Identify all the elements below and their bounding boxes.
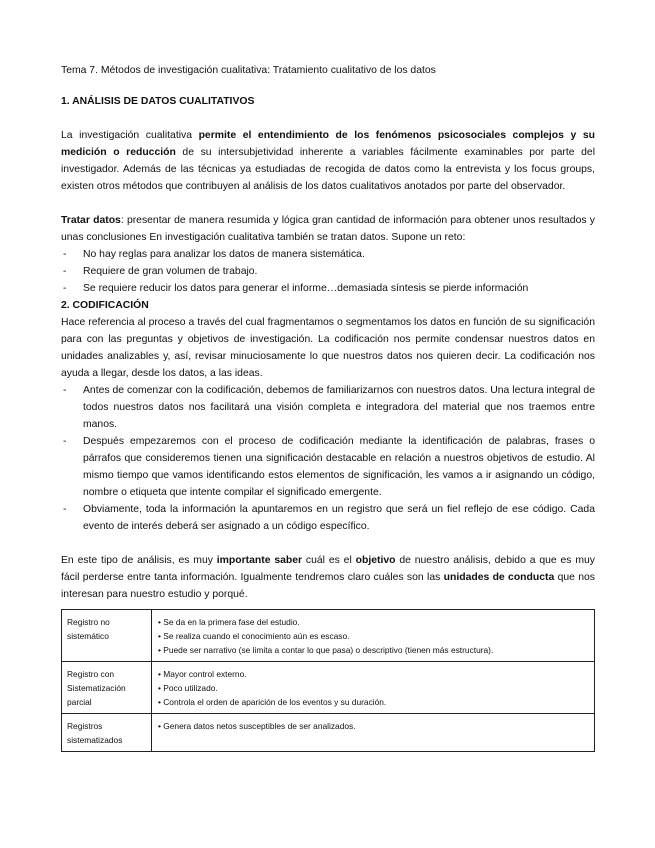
list-item: - Después empezaremos con el proceso de codificación mediante la identificación de palabras, frases o párrafos que consideremos tienen una significación destacable en relación a nuestros objetivos de estudio. Al mismo tiempo que vamos identificando estos elementos de significación, les vamos a ir asignando un código, nombre o etiqueta que intente compilar el significado emergente. [63, 436, 595, 498]
section-2-bullet-list [61, 382, 595, 535]
registro-table [61, 609, 595, 752]
table-cell-label: Registro no sistemático [62, 610, 152, 662]
section-1-bullet-list [61, 246, 595, 297]
document-title: Tema 7. Métodos de investigación cualitativa: Tratamiento cualitativo de los datos [61, 65, 436, 76]
list-item: - Obviamente, toda la información la apuntaremos en un registro que será un fiel reflejo de ese código. Cada evento de interés deberá ser asignado a un código específico. [63, 504, 595, 532]
section-1-paragraph-1: La investigación cualitativa permite el entendimiento de los fenómenos psicosociales complejos y su medición o reducción de su intersubjetividad inherente a variables fácilmente examinables por parte del investigador. Además de las técnicas ya estudiadas de recogida de datos como la entrevista y los focus groups, existen otros métodos que contribuyen al análisis de los datos cualitativos anotados por parte del observador. [61, 130, 596, 192]
table-row [62, 610, 595, 662]
list-item: - No hay reglas para analizar los datos de manera sistemática. [63, 249, 365, 260]
section-2-heading: 2. CODIFICACIÓN [61, 300, 149, 311]
table-cell-label: Registros sistematizados [62, 714, 152, 752]
section-1-heading: 1. ANÁLISIS DE DATOS CUALITATIVOS [61, 96, 255, 107]
document-page [61, 62, 595, 752]
table-row [62, 662, 595, 714]
table-cell-items: • Genera datos netos susceptibles de ser analizados. [152, 714, 595, 752]
list-item: - Antes de comenzar con la codificación, debemos de familiarizarnos con nuestros datos. Una lectura integral de todos nuestros datos nos facilitará una visión completa e integradora del material que nos traemos entre manos. [63, 385, 595, 430]
table-cell-label: Registro con Sistematización parcial [62, 662, 152, 714]
section-2-paragraph-1: Hace referencia al proceso a través del cual fragmentamos o segmentamos los datos en función de su significación para con las preguntas y objetivos de investigación. La codificación nos permite condensar nuestros datos en unidades analizables y, así, revisar minuciosamente lo que nuestros datos nos quieren decir. La codificación nos ayuda a llegar, desde los datos, a las ideas. [61, 317, 595, 379]
section-1-paragraph-2: Tratar datos: presentar de manera resumida y lógica gran cantidad de información para obtener unos resultados y unas conclusiones En investigación cualitativa también se tratan datos. Supone un reto: [61, 215, 595, 243]
list-item: - Se requiere reducir los datos para generar el informe…demasiada síntesis se pierde información [63, 283, 529, 294]
section-2-paragraph-2: En este tipo de análisis, es muy importante saber cuál es el objetivo de nuestro análisis, debido a que es muy fácil perderse entre tanta información. Igualmente tendremos claro cuáles son las unidades de conducta que nos interesan para nuestro estudio y porqué. [61, 555, 595, 600]
table-cell-items: • Se da en la primera fase del estudio. • Se realiza cuando el conocimiento aún es escaso. • Puede ser narrativo (se limita a contar lo que pasa) o descriptivo (tienen más estructura). [152, 610, 595, 662]
list-item: - Requiere de gran volumen de trabajo. [63, 266, 258, 277]
table-cell-items: • Mayor control externo. • Poco utilizado. • Controla el orden de aparición de los eventos y su duración. [152, 662, 595, 714]
table-row [62, 714, 595, 752]
